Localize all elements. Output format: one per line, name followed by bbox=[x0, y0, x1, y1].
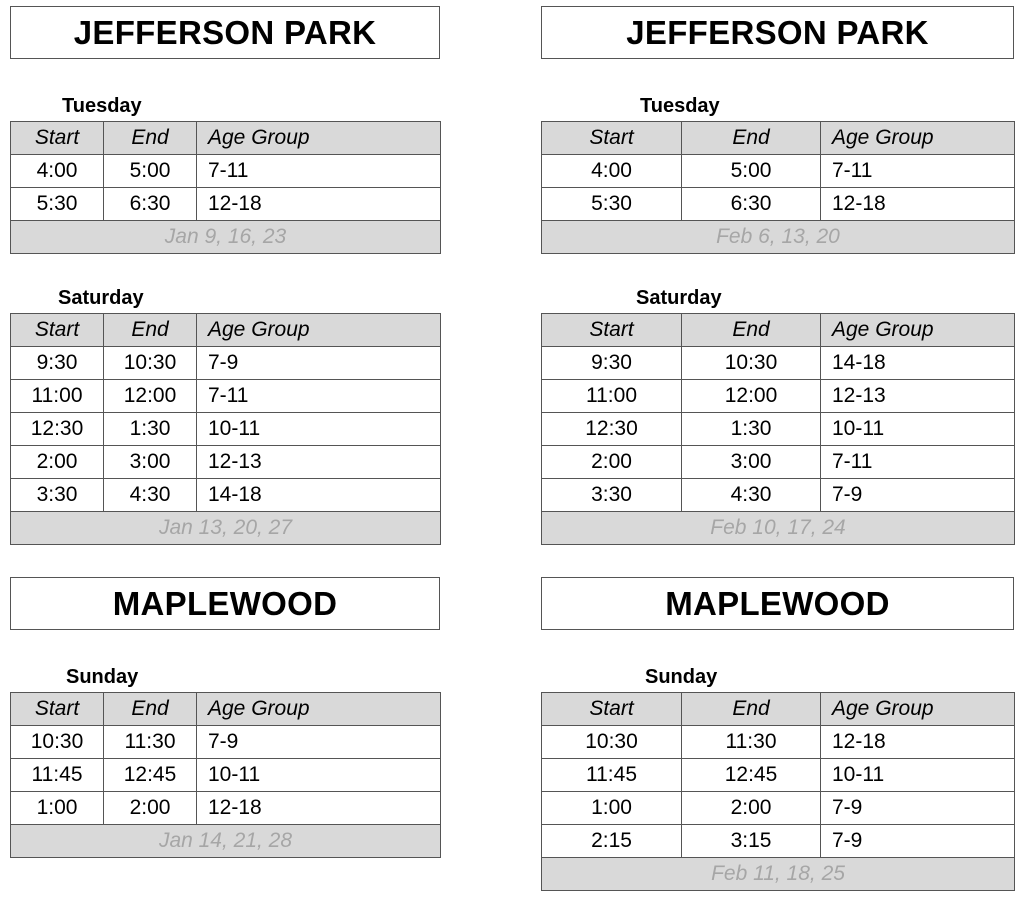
end-header: End bbox=[682, 314, 821, 347]
start-cell: 4:00 bbox=[542, 155, 682, 188]
age-group-cell: 7-9 bbox=[821, 825, 1015, 858]
dates-row bbox=[11, 825, 441, 858]
age-group-cell: 12-18 bbox=[197, 188, 441, 221]
age-group-header: Age Group bbox=[821, 314, 1015, 347]
dates-cell: Jan 13, 20, 27 bbox=[11, 512, 441, 545]
age-group-header: Age Group bbox=[197, 693, 441, 726]
table-row bbox=[11, 380, 441, 413]
age-group-header: Age Group bbox=[821, 693, 1015, 726]
right-tuesday-table bbox=[541, 121, 1015, 254]
right-jefferson-park-title-text: JEFFERSON PARK bbox=[626, 13, 929, 51]
left-sunday-table bbox=[10, 692, 441, 858]
age-group-cell: 12-18 bbox=[821, 188, 1015, 221]
dates-cell: Feb 11, 18, 25 bbox=[542, 858, 1015, 891]
age-group-cell: 10-11 bbox=[821, 759, 1015, 792]
header-row bbox=[542, 314, 1015, 347]
right-saturday-table bbox=[541, 313, 1015, 545]
right-tuesday-label: Tuesday bbox=[640, 95, 720, 117]
age-group-cell: 10-11 bbox=[197, 413, 441, 446]
table-row bbox=[11, 347, 441, 380]
start-cell: 1:00 bbox=[542, 792, 682, 825]
dates-cell: Feb 10, 17, 24 bbox=[542, 512, 1015, 545]
table-row bbox=[542, 825, 1015, 858]
age-group-header: Age Group bbox=[821, 122, 1015, 155]
right-maplewood-title bbox=[541, 577, 1014, 630]
age-group-cell: 10-11 bbox=[821, 413, 1015, 446]
end-cell: 12:00 bbox=[682, 380, 821, 413]
table-row bbox=[11, 479, 441, 512]
left-maplewood-title-text: MAPLEWOOD bbox=[112, 584, 338, 622]
left-saturday-label: Saturday bbox=[58, 287, 144, 309]
header-row bbox=[11, 693, 441, 726]
age-group-cell: 7-9 bbox=[197, 726, 441, 759]
start-header: Start bbox=[11, 122, 104, 155]
end-header: End bbox=[682, 122, 821, 155]
table-row bbox=[11, 188, 441, 221]
end-cell: 6:30 bbox=[104, 188, 197, 221]
age-group-cell: 14-18 bbox=[197, 479, 441, 512]
start-cell: 3:30 bbox=[542, 479, 682, 512]
right-jefferson-park-title bbox=[541, 6, 1014, 59]
end-cell: 4:30 bbox=[682, 479, 821, 512]
right-maplewood-title-text: MAPLEWOOD bbox=[665, 584, 890, 622]
end-cell: 10:30 bbox=[682, 347, 821, 380]
start-cell: 11:45 bbox=[11, 759, 104, 792]
age-group-cell: 12-18 bbox=[821, 726, 1015, 759]
start-cell: 4:00 bbox=[11, 155, 104, 188]
end-cell: 5:00 bbox=[104, 155, 197, 188]
right-sunday-table bbox=[541, 692, 1015, 891]
table-row bbox=[542, 759, 1015, 792]
table-row bbox=[11, 413, 441, 446]
end-cell: 2:00 bbox=[104, 792, 197, 825]
age-group-cell: 7-9 bbox=[821, 479, 1015, 512]
end-header: End bbox=[104, 693, 197, 726]
start-cell: 5:30 bbox=[542, 188, 682, 221]
age-group-cell: 12-13 bbox=[821, 380, 1015, 413]
start-cell: 9:30 bbox=[542, 347, 682, 380]
left-sunday-label: Sunday bbox=[66, 666, 139, 688]
start-cell: 10:30 bbox=[11, 726, 104, 759]
header-row bbox=[542, 122, 1015, 155]
end-cell: 4:30 bbox=[104, 479, 197, 512]
start-cell: 1:00 bbox=[11, 792, 104, 825]
table-row bbox=[11, 759, 441, 792]
table-row bbox=[11, 446, 441, 479]
start-header: Start bbox=[11, 693, 104, 726]
start-cell: 5:30 bbox=[11, 188, 104, 221]
dates-row bbox=[542, 858, 1015, 891]
table-row bbox=[542, 380, 1015, 413]
age-group-cell: 7-11 bbox=[821, 155, 1015, 188]
table-row bbox=[542, 347, 1015, 380]
start-cell: 12:30 bbox=[11, 413, 104, 446]
end-cell: 3:00 bbox=[104, 446, 197, 479]
end-header: End bbox=[682, 693, 821, 726]
left-saturday-table bbox=[10, 313, 441, 545]
age-group-cell: 7-9 bbox=[821, 792, 1015, 825]
start-cell: 9:30 bbox=[11, 347, 104, 380]
end-cell: 3:15 bbox=[682, 825, 821, 858]
dates-cell: Feb 6, 13, 20 bbox=[542, 221, 1015, 254]
table-row bbox=[11, 155, 441, 188]
header-row bbox=[542, 693, 1015, 726]
dates-row bbox=[542, 221, 1015, 254]
age-group-cell: 12-18 bbox=[197, 792, 441, 825]
dates-row bbox=[11, 512, 441, 545]
end-header: End bbox=[104, 122, 197, 155]
end-cell: 2:00 bbox=[682, 792, 821, 825]
table-row bbox=[542, 188, 1015, 221]
dates-cell: Jan 9, 16, 23 bbox=[11, 221, 441, 254]
end-cell: 12:00 bbox=[104, 380, 197, 413]
left-maplewood-title bbox=[10, 577, 440, 630]
end-cell: 3:00 bbox=[682, 446, 821, 479]
start-cell: 10:30 bbox=[542, 726, 682, 759]
age-group-cell: 7-11 bbox=[197, 380, 441, 413]
age-group-cell: 10-11 bbox=[197, 759, 441, 792]
end-cell: 12:45 bbox=[682, 759, 821, 792]
end-cell: 10:30 bbox=[104, 347, 197, 380]
dates-row bbox=[11, 221, 441, 254]
end-cell: 1:30 bbox=[104, 413, 197, 446]
end-cell: 5:00 bbox=[682, 155, 821, 188]
start-header: Start bbox=[542, 122, 682, 155]
table-row bbox=[542, 413, 1015, 446]
start-cell: 11:00 bbox=[542, 380, 682, 413]
dates-row bbox=[542, 512, 1015, 545]
table-row bbox=[542, 155, 1015, 188]
table-row bbox=[542, 792, 1015, 825]
left-tuesday-table bbox=[10, 121, 441, 254]
end-header: End bbox=[104, 314, 197, 347]
age-group-cell: 12-13 bbox=[197, 446, 441, 479]
right-saturday-label: Saturday bbox=[636, 287, 722, 309]
start-header: Start bbox=[11, 314, 104, 347]
header-row bbox=[11, 122, 441, 155]
end-cell: 11:30 bbox=[682, 726, 821, 759]
start-cell: 2:00 bbox=[542, 446, 682, 479]
table-row bbox=[542, 479, 1015, 512]
age-group-cell: 7-9 bbox=[197, 347, 441, 380]
left-tuesday-label: Tuesday bbox=[62, 95, 142, 117]
start-cell: 11:45 bbox=[542, 759, 682, 792]
age-group-cell: 14-18 bbox=[821, 347, 1015, 380]
end-cell: 6:30 bbox=[682, 188, 821, 221]
table-row bbox=[542, 446, 1015, 479]
start-cell: 2:15 bbox=[542, 825, 682, 858]
age-group-cell: 7-11 bbox=[197, 155, 441, 188]
table-row bbox=[11, 726, 441, 759]
start-cell: 2:00 bbox=[11, 446, 104, 479]
left-jefferson-park-title bbox=[10, 6, 440, 59]
dates-cell: Jan 14, 21, 28 bbox=[11, 825, 441, 858]
header-row bbox=[11, 314, 441, 347]
start-header: Start bbox=[542, 314, 682, 347]
start-header: Start bbox=[542, 693, 682, 726]
start-cell: 11:00 bbox=[11, 380, 104, 413]
end-cell: 11:30 bbox=[104, 726, 197, 759]
table-row bbox=[11, 792, 441, 825]
end-cell: 1:30 bbox=[682, 413, 821, 446]
start-cell: 3:30 bbox=[11, 479, 104, 512]
age-group-header: Age Group bbox=[197, 122, 441, 155]
age-group-cell: 7-11 bbox=[821, 446, 1015, 479]
table-row bbox=[542, 726, 1015, 759]
right-sunday-label: Sunday bbox=[645, 666, 718, 688]
start-cell: 12:30 bbox=[542, 413, 682, 446]
age-group-header: Age Group bbox=[197, 314, 441, 347]
end-cell: 12:45 bbox=[104, 759, 197, 792]
left-jefferson-park-title-text: JEFFERSON PARK bbox=[73, 13, 377, 51]
